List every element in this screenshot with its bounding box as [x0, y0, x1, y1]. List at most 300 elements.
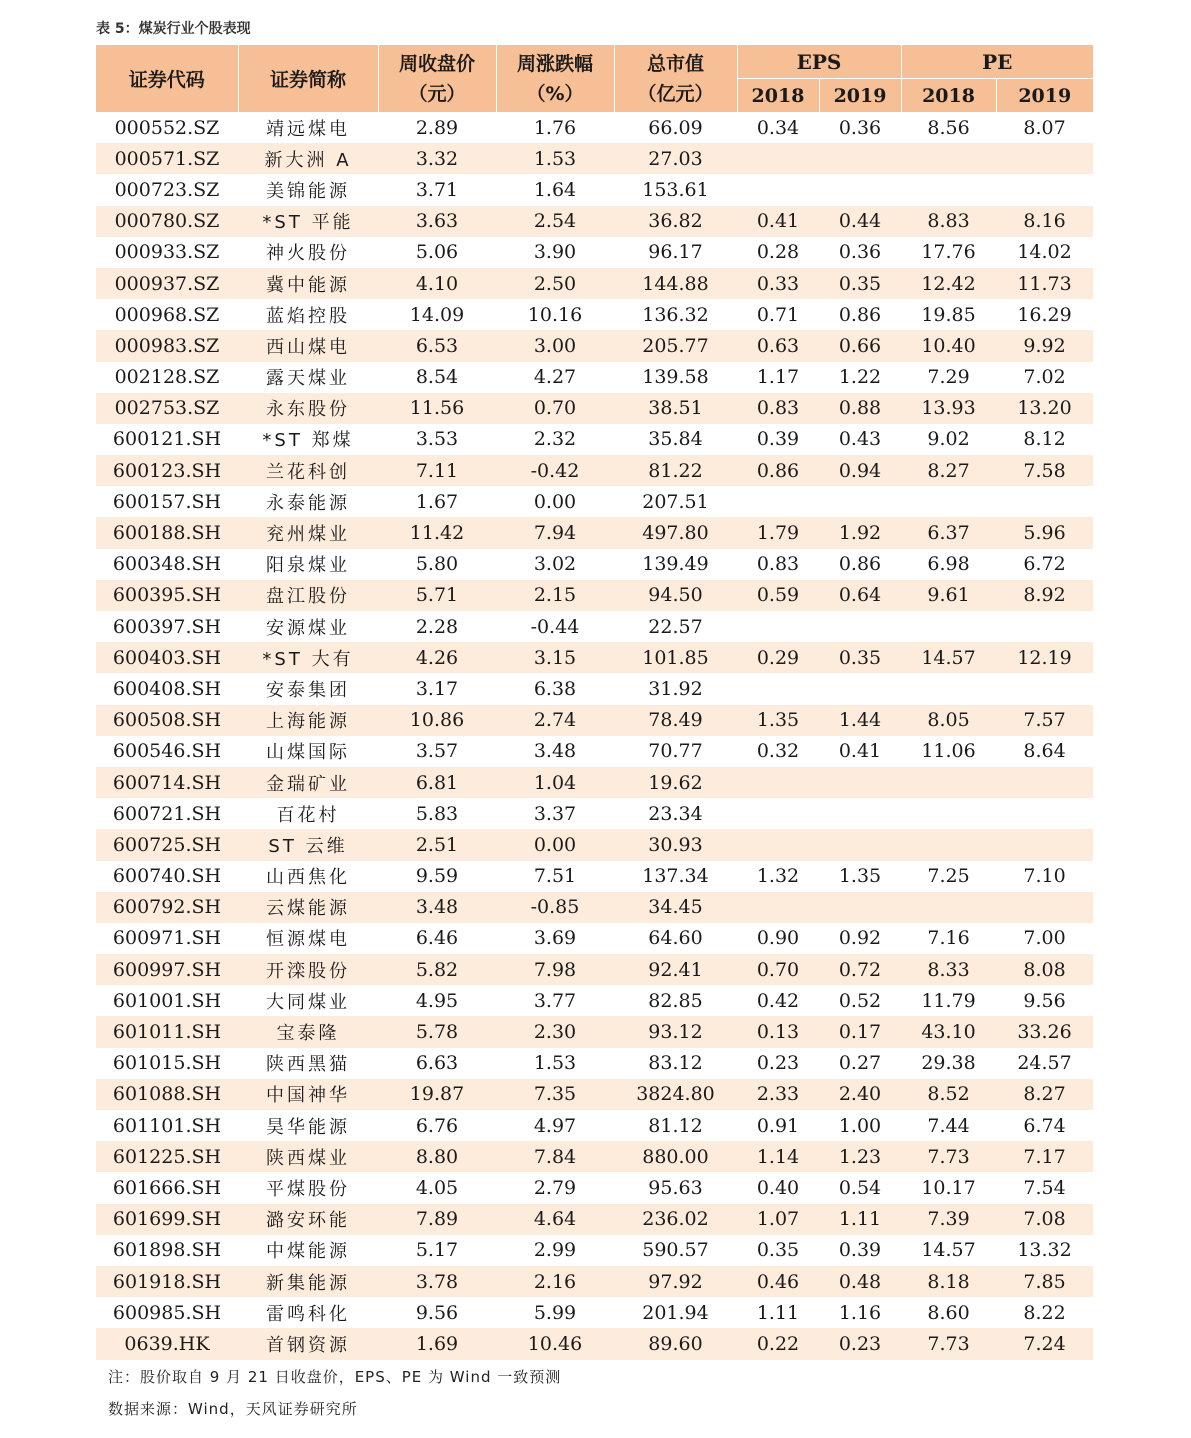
cell-eps-2019: 0.54: [838, 1176, 882, 1199]
cell-code: 600792.SH: [96, 892, 238, 923]
cell-pe-2019: 24.57: [1017, 1052, 1072, 1075]
cell-eps-2019: 0.36: [838, 116, 882, 139]
cell-code: 600395.SH: [96, 580, 238, 611]
cell-name: 神火股份: [266, 243, 350, 265]
cell-price: 14.09: [409, 303, 465, 326]
cell-eps-2018: 1.11: [756, 1301, 800, 1324]
cell-pe-2019: 8.12: [1023, 428, 1066, 451]
table-row: [96, 112, 1093, 143]
cell-weekly-change: 4.27: [533, 366, 577, 389]
cell-weekly-change: 3.90: [533, 241, 577, 264]
cell-pe-2019: 7.00: [1023, 927, 1066, 950]
cell-eps-2018: 1.17: [756, 366, 800, 389]
cell-code: 600721.SH: [112, 802, 222, 825]
table-row: [96, 829, 1093, 860]
table-row: [96, 673, 1093, 704]
table-row: [96, 705, 1093, 736]
cell-eps-2018: 0.63: [737, 330, 819, 361]
cell-eps-2019: [819, 829, 901, 860]
cell-code: 601015.SH: [112, 1052, 222, 1075]
table-row: [96, 1048, 1093, 1079]
cell-market-cap: 93.12: [614, 1016, 737, 1047]
cell-price: 9.59: [415, 865, 459, 888]
cell-pe-2018: [901, 611, 996, 642]
cell-name: 首钢资源: [238, 1328, 378, 1359]
cell-eps-2019: 0.72: [819, 954, 901, 985]
cell-price: 5.06: [415, 241, 459, 264]
cell-eps-2018: 0.91: [756, 1114, 800, 1137]
cell-market-cap: 96.17: [648, 241, 703, 264]
cell-weekly-change: 5.99: [533, 1301, 577, 1324]
cell-name: 陕西煤业: [238, 1141, 378, 1172]
cell-eps-2019: 0.27: [838, 1052, 882, 1075]
cell-pe-2018: [901, 892, 996, 923]
cell-market-cap: 66.09: [648, 116, 703, 139]
cell-weekly-change: 10.16: [527, 303, 583, 326]
cell-code: 000780.SZ: [96, 206, 238, 237]
cell-code: 000968.SZ: [114, 303, 220, 326]
cell-price: 3.53: [415, 428, 459, 451]
cell-weekly-change: 1.53: [533, 1052, 577, 1075]
cell-price: 4.10: [378, 268, 496, 299]
cell-weekly-change: 1.53: [496, 143, 614, 174]
cell-name: 大同煤业: [266, 991, 350, 1013]
cell-pe-2019: [996, 829, 1093, 860]
cell-eps-2019: 0.17: [819, 1016, 901, 1047]
cell-pe-2018: 14.57: [901, 642, 996, 673]
cell-eps-2019: [819, 611, 901, 642]
footnote: 注：股价取自 9 月 21 日收盘价，EPS、PE 为 Wind 一致预测: [108, 1368, 562, 1386]
cell-pe-2019: [996, 611, 1093, 642]
cell-eps-2019: 0.35: [819, 642, 901, 673]
cell-pe-2019: 16.29: [1017, 303, 1072, 326]
header-pe-group: PE: [901, 45, 1093, 79]
cell-price: 3.78: [378, 1266, 496, 1297]
cell-weekly-change: 2.50: [496, 268, 614, 299]
cell-name: 潞安环能: [238, 1204, 378, 1235]
cell-market-cap: 497.80: [614, 517, 737, 548]
cell-pe-2018: 7.16: [927, 927, 970, 950]
cell-price: 11.42: [378, 517, 496, 548]
cell-name: 云煤能源: [238, 892, 378, 923]
cell-code: 601666.SH: [112, 1176, 222, 1199]
cell-code: 000983.SZ: [96, 330, 238, 361]
cell-price: 4.26: [378, 642, 496, 673]
cell-market-cap: 81.12: [648, 1114, 703, 1137]
cell-market-cap: 139.58: [642, 366, 709, 389]
cell-name: 陕西黑猫: [266, 1054, 350, 1076]
cell-market-cap: 27.03: [614, 143, 737, 174]
cell-market-cap: 94.50: [614, 580, 737, 611]
cell-code: 000723.SZ: [114, 178, 220, 201]
cell-eps-2018: 0.70: [737, 954, 819, 985]
cell-eps-2019: 0.39: [838, 1239, 882, 1262]
cell-market-cap: 97.92: [614, 1266, 737, 1297]
cell-name: 上海能源: [238, 705, 378, 736]
cell-weekly-change: 7.51: [533, 865, 577, 888]
cell-pe-2019: [996, 798, 1093, 829]
cell-eps-2018: 0.35: [756, 1239, 800, 1262]
cell-eps-2019: 2.40: [819, 1079, 901, 1110]
table-row: [96, 985, 1093, 1016]
cell-name: 中煤能源: [266, 1241, 350, 1263]
cell-name: 开滦股份: [238, 954, 378, 985]
cell-pe-2018: 6.37: [901, 517, 996, 548]
table-row: [96, 923, 1093, 954]
cell-price: 8.80: [378, 1141, 496, 1172]
cell-eps-2018: 0.32: [756, 740, 800, 763]
cell-market-cap: 137.34: [642, 865, 709, 888]
cell-pe-2019: 6.72: [1023, 553, 1066, 576]
cell-market-cap: 38.51: [614, 393, 737, 424]
cell-market-cap: 207.51: [642, 490, 709, 513]
cell-price: 11.56: [378, 393, 496, 424]
cell-name: 阳泉煤业: [266, 555, 350, 577]
cell-pe-2018: 11.79: [921, 989, 976, 1012]
cell-market-cap: 136.32: [642, 303, 709, 326]
cell-market-cap: 590.57: [642, 1239, 709, 1262]
cell-price: 2.28: [415, 615, 459, 638]
cell-eps-2019: 0.64: [819, 580, 901, 611]
cell-weekly-change: 7.35: [496, 1079, 614, 1110]
cell-weekly-change: 2.32: [533, 428, 577, 451]
cell-market-cap: 92.41: [614, 954, 737, 985]
cell-name: 冀中能源: [238, 268, 378, 299]
cell-pe-2018: 9.61: [901, 580, 996, 611]
cell-pe-2018: 7.73: [901, 1141, 996, 1172]
cell-eps-2019: 1.11: [819, 1204, 901, 1235]
cell-code: 601898.SH: [112, 1239, 222, 1262]
cell-eps-2019: 0.66: [819, 330, 901, 361]
cell-eps-2018: [737, 798, 819, 829]
cell-name: 靖远煤电: [266, 118, 350, 140]
cell-pe-2018: 19.85: [921, 303, 976, 326]
cell-pe-2018: [901, 767, 996, 798]
cell-pe-2018: [901, 143, 996, 174]
stock-performance-table: [96, 45, 1093, 1360]
cell-code: 601101.SH: [112, 1114, 222, 1137]
cell-pe-2019: 6.74: [1023, 1114, 1066, 1137]
cell-pe-2019: 14.02: [1017, 241, 1072, 264]
cell-eps-2018: [737, 767, 819, 798]
cell-price: 1.69: [378, 1328, 496, 1359]
table-row: [96, 549, 1093, 580]
cell-market-cap: 34.45: [614, 892, 737, 923]
table-row: [96, 1266, 1093, 1297]
table-row: [96, 299, 1093, 330]
cell-name: 永东股份: [238, 393, 378, 424]
cell-weekly-change: 3.69: [533, 927, 577, 950]
cell-eps-2019: 0.35: [819, 268, 901, 299]
table-row: [96, 580, 1093, 611]
header-change-label: 周涨跌幅: [516, 52, 593, 75]
cell-pe-2018: 7.73: [901, 1328, 996, 1359]
cell-price: 3.48: [378, 892, 496, 923]
cell-price: 4.05: [415, 1176, 459, 1199]
cell-eps-2018: 0.40: [756, 1176, 800, 1199]
table-row: [96, 1110, 1093, 1141]
cell-eps-2018: [737, 892, 819, 923]
cell-pe-2019: 7.24: [996, 1328, 1093, 1359]
cell-code: 601699.SH: [96, 1204, 238, 1235]
cell-code: 600121.SH: [112, 428, 222, 451]
cell-weekly-change: -0.42: [496, 455, 614, 486]
header-pe-2019: 2019: [996, 79, 1093, 113]
cell-eps-2019: 1.35: [838, 865, 882, 888]
table-row: [96, 330, 1093, 361]
cell-eps-2019: [819, 892, 901, 923]
cell-price: 5.83: [415, 802, 459, 825]
cell-market-cap: 36.82: [614, 206, 737, 237]
cell-name: 安源煤业: [266, 617, 350, 639]
cell-market-cap: 35.84: [648, 428, 703, 451]
cell-pe-2018: 8.27: [901, 455, 996, 486]
cell-eps-2019: 1.16: [838, 1301, 882, 1324]
cell-code: 601011.SH: [96, 1016, 238, 1047]
cell-eps-2019: 0.86: [838, 303, 882, 326]
cell-price: 5.80: [415, 553, 459, 576]
cell-market-cap: 205.77: [614, 330, 737, 361]
cell-weekly-change: 2.74: [496, 705, 614, 736]
cell-name: *ST 平能: [238, 206, 378, 237]
header-change: [496, 45, 614, 112]
cell-eps-2018: [737, 611, 819, 642]
cell-eps-2018: 0.71: [756, 303, 800, 326]
cell-weekly-change: 3.48: [533, 740, 577, 763]
table-row: [96, 174, 1093, 205]
cell-weekly-change: -0.44: [530, 615, 580, 638]
cell-name: 山西焦化: [266, 867, 350, 889]
header-code: 证券代码: [96, 45, 238, 112]
cell-code: 600714.SH: [96, 767, 238, 798]
cell-code: 000937.SZ: [96, 268, 238, 299]
cell-weekly-change: -0.85: [496, 892, 614, 923]
cell-weekly-change: 2.99: [533, 1239, 577, 1262]
cell-name: 宝泰隆: [238, 1016, 378, 1047]
cell-code: 600348.SH: [112, 553, 222, 576]
cell-pe-2019: 7.10: [1023, 865, 1066, 888]
cell-pe-2018: 7.44: [927, 1114, 970, 1137]
cell-market-cap: 201.94: [642, 1301, 709, 1324]
cell-pe-2018: 8.33: [901, 954, 996, 985]
cell-price: 5.17: [415, 1239, 459, 1262]
cell-eps-2018: 2.33: [737, 1079, 819, 1110]
cell-market-cap: 144.88: [614, 268, 737, 299]
cell-pe-2018: 12.42: [901, 268, 996, 299]
cell-price: 3.32: [378, 143, 496, 174]
header-cap-unit: （亿元）: [637, 82, 714, 105]
header-pe-2018: 2018: [901, 79, 996, 113]
cell-pe-2019: 7.54: [1023, 1176, 1066, 1199]
cell-pe-2018: [901, 673, 996, 704]
table-body: [96, 112, 1093, 1360]
cell-name: 安泰集团: [266, 679, 350, 701]
cell-eps-2019: 0.92: [838, 927, 882, 950]
cell-market-cap: 30.93: [614, 829, 737, 860]
cell-price: 8.54: [415, 366, 459, 389]
cell-price: 5.78: [378, 1016, 496, 1047]
cell-pe-2018: 29.38: [921, 1052, 976, 1075]
cell-eps-2019: [819, 767, 901, 798]
cell-weekly-change: 6.38: [533, 677, 577, 700]
cell-name: 雷鸣科化: [266, 1303, 350, 1325]
cell-price: 7.89: [378, 1204, 496, 1235]
cell-name: 中国神华: [238, 1079, 378, 1110]
cell-pe-2018: 17.76: [921, 241, 976, 264]
cell-eps-2018: 0.39: [756, 428, 800, 451]
table-row: [96, 1016, 1093, 1047]
cell-eps-2018: 1.07: [737, 1204, 819, 1235]
header-eps-2019: 2019: [819, 79, 901, 113]
cell-price: 10.86: [378, 705, 496, 736]
cell-name: 恒源煤电: [266, 929, 350, 951]
cell-eps-2018: 0.46: [737, 1266, 819, 1297]
cell-eps-2018: [737, 486, 819, 517]
cell-eps-2019: 1.92: [819, 517, 901, 548]
table-row: [96, 517, 1093, 548]
cell-pe-2019: 9.92: [996, 330, 1093, 361]
cell-pe-2018: 13.93: [901, 393, 996, 424]
cell-code: 600188.SH: [96, 517, 238, 548]
cell-pe-2019: 8.08: [996, 954, 1093, 985]
cell-weekly-change: 2.16: [496, 1266, 614, 1297]
header-price-unit: （元）: [408, 82, 466, 105]
cell-price: 4.95: [415, 989, 459, 1012]
cell-pe-2019: 8.92: [996, 580, 1093, 611]
table-row: [96, 1079, 1093, 1110]
cell-pe-2019: 33.26: [996, 1016, 1093, 1047]
cell-name: ST 云维: [238, 829, 378, 860]
cell-pe-2018: 14.57: [921, 1239, 976, 1262]
cell-eps-2019: 0.36: [838, 241, 882, 264]
table-row: [96, 424, 1093, 455]
cell-name: 百花村: [276, 804, 340, 826]
cell-eps-2019: 1.23: [819, 1141, 901, 1172]
cell-weekly-change: 0.70: [496, 393, 614, 424]
cell-market-cap: 82.85: [648, 989, 703, 1012]
cell-pe-2019: 8.22: [1023, 1301, 1066, 1324]
cell-eps-2018: 0.34: [756, 116, 800, 139]
cell-weekly-change: 2.79: [533, 1176, 577, 1199]
cell-eps-2019: 0.94: [819, 455, 901, 486]
cell-weekly-change: 3.02: [533, 553, 577, 576]
table-row: [96, 1328, 1093, 1359]
cell-pe-2018: [901, 486, 996, 517]
table-row: [96, 1297, 1093, 1328]
cell-eps-2019: 0.52: [838, 989, 882, 1012]
cell-pe-2019: 5.96: [996, 517, 1093, 548]
cell-name: 昊华能源: [266, 1116, 350, 1138]
cell-weekly-change: 2.30: [496, 1016, 614, 1047]
cell-eps-2018: [737, 673, 819, 704]
cell-weekly-change: 2.15: [496, 580, 614, 611]
cell-code: 600997.SH: [96, 954, 238, 985]
cell-code: 600546.SH: [112, 740, 222, 763]
cell-weekly-change: 3.15: [496, 642, 614, 673]
cell-pe-2019: [996, 892, 1093, 923]
cell-price: 5.71: [378, 580, 496, 611]
cell-market-cap: 153.61: [642, 178, 709, 201]
cell-code: 600985.SH: [112, 1301, 222, 1324]
table-row: [96, 1141, 1093, 1172]
cell-code: 600123.SH: [96, 455, 238, 486]
cell-pe-2019: 13.20: [996, 393, 1093, 424]
cell-name: 平煤股份: [266, 1178, 350, 1200]
cell-market-cap: 101.85: [614, 642, 737, 673]
cell-code: 002128.SZ: [114, 366, 220, 389]
cell-code: 600740.SH: [112, 865, 222, 888]
cell-eps-2018: 1.79: [737, 517, 819, 548]
cell-price: 2.89: [415, 116, 459, 139]
cell-eps-2018: [737, 143, 819, 174]
cell-price: 6.46: [415, 927, 459, 950]
cell-market-cap: 89.60: [614, 1328, 737, 1359]
cell-eps-2018: [737, 829, 819, 860]
cell-eps-2019: 0.86: [838, 553, 882, 576]
cell-eps-2019: [819, 143, 901, 174]
cell-eps-2018: 0.41: [737, 206, 819, 237]
cell-price: 6.63: [415, 1052, 459, 1075]
cell-eps-2019: 0.88: [819, 393, 901, 424]
cell-code: 000552.SZ: [114, 116, 220, 139]
cell-eps-2018: 0.29: [737, 642, 819, 673]
cell-price: 6.81: [378, 767, 496, 798]
cell-eps-2018: 0.33: [737, 268, 819, 299]
cell-market-cap: 23.34: [648, 802, 703, 825]
cell-pe-2018: 8.52: [901, 1079, 996, 1110]
cell-pe-2018: 7.25: [927, 865, 970, 888]
cell-name: 盘江股份: [238, 580, 378, 611]
cell-price: 9.56: [415, 1301, 459, 1324]
cell-market-cap: 78.49: [614, 705, 737, 736]
cell-weekly-change: 0.00: [496, 829, 614, 860]
cell-eps-2018: 1.14: [737, 1141, 819, 1172]
cell-weekly-change: 1.76: [533, 116, 577, 139]
cell-price: 19.87: [378, 1079, 496, 1110]
table-row: [96, 611, 1093, 642]
cell-code: 600408.SH: [112, 677, 222, 700]
table-header: [96, 45, 1093, 112]
table-row: [96, 798, 1093, 829]
cell-price: 7.11: [378, 455, 496, 486]
table-row: [96, 486, 1093, 517]
header-cap-label: 总市值: [646, 52, 704, 75]
cell-market-cap: 139.49: [642, 553, 709, 576]
cell-code: 000571.SZ: [96, 143, 238, 174]
cell-code: 002753.SZ: [96, 393, 238, 424]
cell-eps-2018: 0.22: [737, 1328, 819, 1359]
cell-name: 永泰能源: [266, 492, 350, 514]
cell-eps-2019: 0.23: [819, 1328, 901, 1359]
table-caption: 表 5：煤炭行业个股表现: [96, 21, 251, 37]
cell-pe-2019: 8.64: [1023, 740, 1066, 763]
cell-pe-2018: 8.18: [901, 1266, 996, 1297]
cell-weekly-change: 1.64: [533, 178, 577, 201]
cell-eps-2018: 0.28: [756, 241, 800, 264]
cell-pe-2019: [996, 174, 1093, 205]
header-price-label: 周收盘价: [398, 52, 475, 75]
cell-eps-2019: 1.44: [819, 705, 901, 736]
cell-market-cap: 81.22: [614, 455, 737, 486]
cell-pe-2018: [901, 829, 996, 860]
cell-pe-2018: 10.40: [901, 330, 996, 361]
cell-price: 3.63: [378, 206, 496, 237]
cell-name: 新大洲 A: [238, 143, 378, 174]
cell-code: 600397.SH: [112, 615, 222, 638]
table-row: [96, 455, 1093, 486]
cell-pe-2019: 8.27: [996, 1079, 1093, 1110]
cell-weekly-change: 7.84: [496, 1141, 614, 1172]
